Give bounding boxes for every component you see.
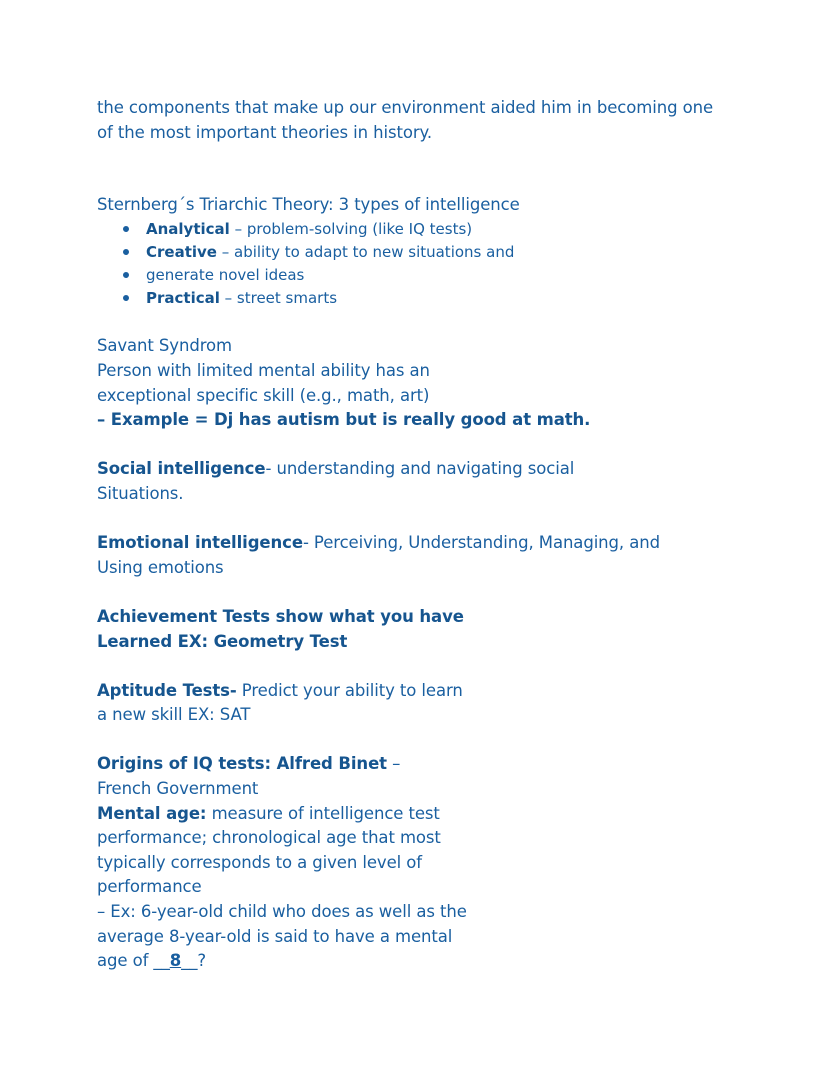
- mental-age-term: Mental age:: [97, 803, 207, 823]
- aptitude-line-2: a new skill EX: SAT: [97, 705, 251, 725]
- list-item: [97, 241, 737, 264]
- savant-line-1: Person with limited mental ability has an: [97, 360, 430, 380]
- mental-age-desc: measure of intelligence test: [206, 803, 440, 823]
- age-answer: 8: [169, 951, 182, 971]
- example-line-2: average 8-year-old is said to have a mental: [97, 926, 453, 946]
- bullet-icon: [123, 295, 129, 301]
- mental-age-line-2: performance; chronological age that most: [97, 828, 441, 848]
- list-item: [97, 218, 737, 241]
- analytical-desc: – problem-solving (like IQ tests): [229, 219, 473, 238]
- mental-age-line-1: [97, 802, 737, 827]
- mental-age-line-3: typically corresponds to a given level of: [97, 852, 422, 872]
- example-line-3: [97, 949, 737, 974]
- sternberg-list: [97, 218, 737, 310]
- social-line-1: [97, 457, 737, 482]
- savant-heading: Savant Syndrom: [97, 336, 232, 356]
- list-item: [97, 287, 737, 310]
- age-suffix: __?: [181, 951, 207, 971]
- age-prefix: age of __: [97, 951, 170, 971]
- sternberg-heading: Sternberg´s Triarchic Theory: 3 types of intelligence: [97, 195, 520, 215]
- emotional-line-2: Using emotions: [97, 557, 224, 577]
- list-item: [97, 264, 737, 287]
- achievement-line-2: Learned EX: Geometry Test: [97, 631, 348, 651]
- intro-line-1: the components that make up our environment aided him in becoming one: [97, 98, 714, 117]
- achievement-line-1: Achievement Tests show what you have: [97, 606, 464, 626]
- practical-term: Practical: [146, 288, 220, 307]
- intro-line-2: of the most important theories in history.: [97, 122, 432, 142]
- document-page: [97, 96, 737, 974]
- aptitude-desc: Predict your ability to learn: [236, 680, 463, 700]
- bullet-icon: [123, 249, 129, 255]
- origins-line-2: French Government: [97, 779, 259, 799]
- bullet-icon: [123, 272, 129, 278]
- aptitude-term: Aptitude Tests-: [97, 680, 237, 700]
- savant-line-2: exceptional specific skill (e.g., math, art): [97, 385, 430, 405]
- origins-term: Origins of IQ tests: Alfred Binet: [97, 754, 387, 774]
- example-line-1: – Ex: 6-year-old child who does as well as the: [97, 902, 467, 922]
- mental-age-line-4: performance: [97, 877, 202, 897]
- bullet-icon: [123, 226, 129, 232]
- social-line-2: Situations.: [97, 483, 184, 503]
- origins-dash: –: [386, 754, 401, 774]
- creative-term: Creative: [146, 242, 217, 261]
- origins-line-1: [97, 752, 737, 777]
- emotional-line-1: [97, 531, 737, 556]
- analytical-term: Analytical: [146, 219, 230, 238]
- creative-desc-continued: generate novel ideas: [146, 265, 305, 284]
- aptitude-line-1: [97, 679, 737, 704]
- social-desc: - understanding and navigating social: [265, 459, 575, 479]
- creative-desc: – ability to adapt to new situations and: [216, 242, 515, 261]
- social-term: Social intelligence: [97, 459, 266, 479]
- emotional-desc: - Perceiving, Understanding, Managing, and: [302, 533, 660, 553]
- emotional-term: Emotional intelligence: [97, 533, 303, 553]
- savant-example: – Example = Dj has autism but is really good at math.: [97, 410, 591, 430]
- practical-desc: – street smarts: [219, 288, 338, 307]
